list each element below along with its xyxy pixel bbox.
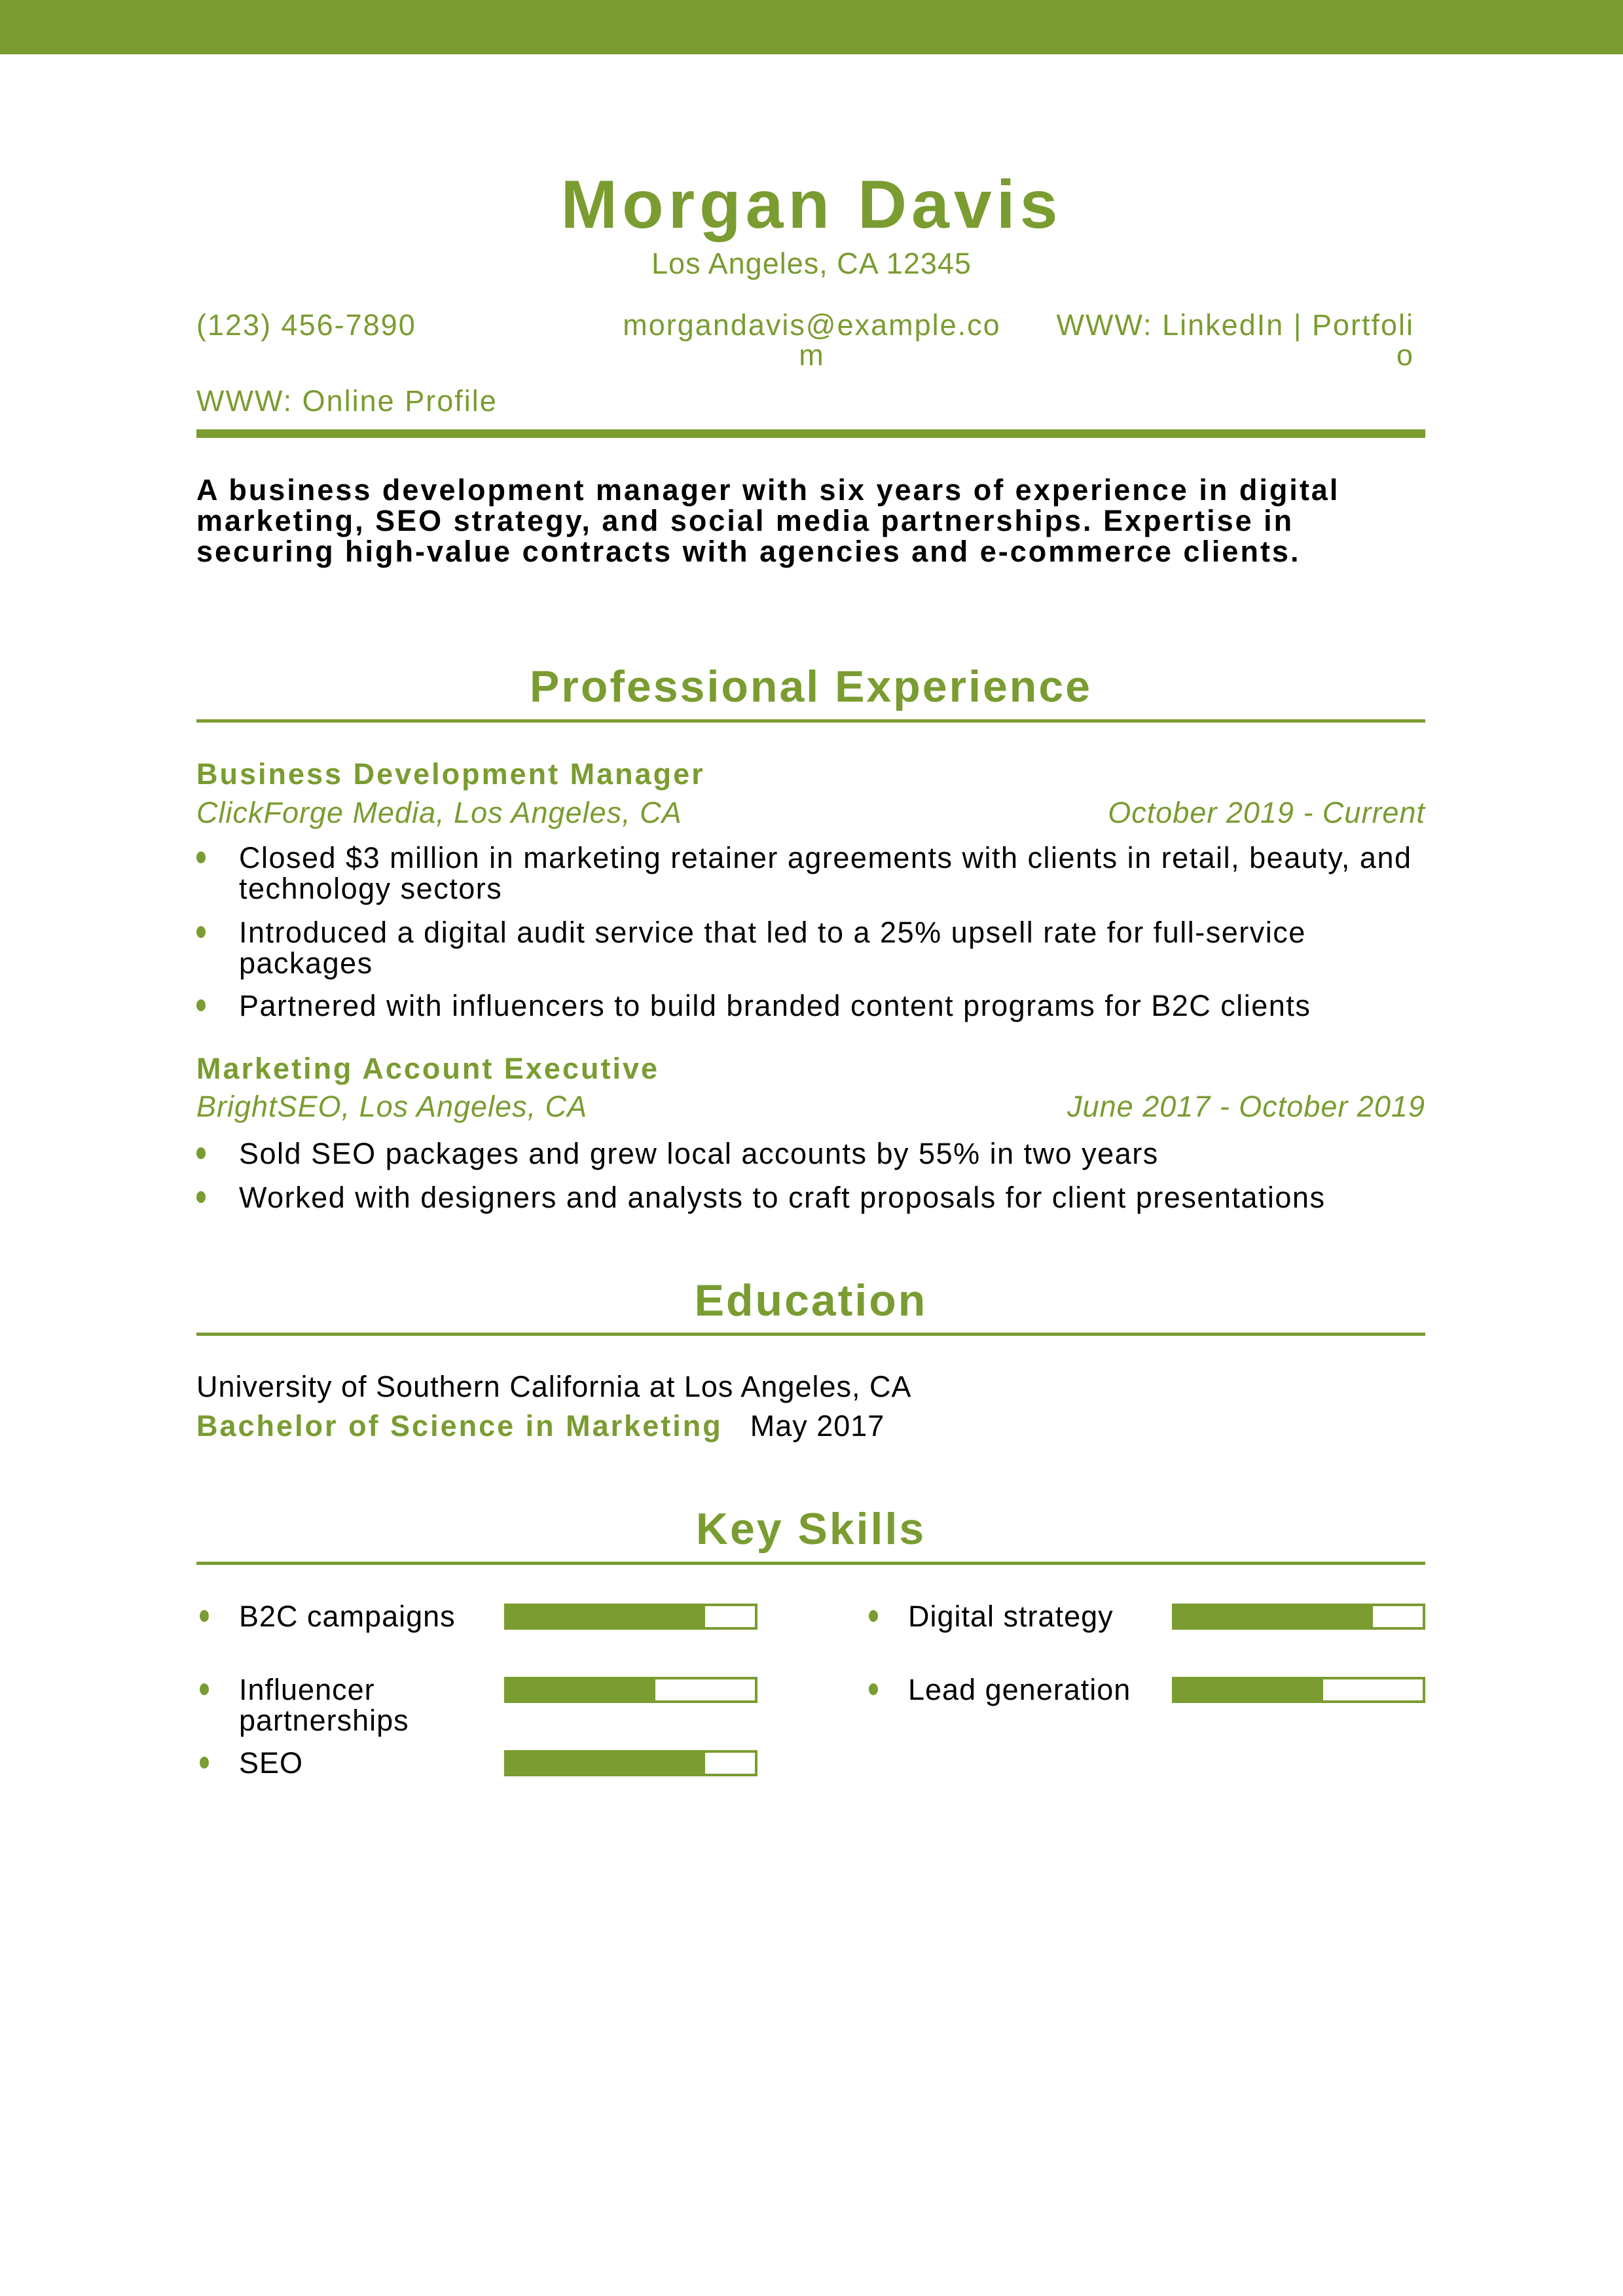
list-item: Worked with designers and analysts to craft proposals for client presentations	[196, 1182, 1425, 1213]
skill-level-fill	[1175, 1679, 1323, 1700]
degree: Bachelor of Science in Marketing	[196, 1409, 723, 1443]
skill-level-fill	[507, 1606, 705, 1627]
list-item: Sold SEO packages and grew local accounts by 55% in two years	[196, 1138, 1425, 1169]
skill-item: Influencer partnerships	[239, 1674, 475, 1736]
linkedin-portfolio-links[interactable]: WWW: LinkedIn | Portfolio	[1056, 308, 1414, 372]
skill-item: B2C campaigns	[239, 1601, 475, 1632]
top-accent-bar	[0, 0, 1623, 54]
section-heading-experience: Professional Experience	[530, 662, 1092, 711]
skill-level-bar	[504, 1604, 757, 1630]
job-company: BrightSEO, Los Angeles, CA	[196, 1090, 588, 1123]
skill-level-fill	[507, 1679, 655, 1700]
bullet-icon	[196, 926, 206, 938]
bullet-icon	[196, 999, 206, 1011]
job-company: ClickForge Media, Los Angeles, CA	[196, 796, 682, 829]
graduation-date: May 2017	[750, 1409, 885, 1443]
skill-level-bar	[504, 1750, 757, 1776]
bullet-icon	[200, 1610, 209, 1622]
list-item: Closed $3 million in marketing retainer agreements with clients in retail, beauty, and technology sectors	[196, 842, 1425, 904]
section-rule	[196, 1333, 1425, 1336]
phone: (123) 456-7890	[196, 308, 416, 342]
skill-level-bar	[504, 1677, 757, 1703]
bullet-icon	[200, 1757, 209, 1768]
skill-level-fill	[507, 1753, 705, 1774]
section-rule	[196, 1562, 1425, 1565]
job-title: Business Development Manager	[196, 757, 705, 791]
bullet-icon	[869, 1610, 878, 1622]
job-title: Marketing Account Executive	[196, 1052, 660, 1085]
section-rule	[196, 719, 1425, 723]
location: Los Angeles, CA 12345	[651, 247, 972, 280]
online-profile-link[interactable]: WWW: Online Profile	[196, 384, 498, 418]
skill-item: Digital strategy	[908, 1601, 1144, 1632]
section-heading-education: Education	[694, 1276, 928, 1325]
email-link[interactable]: morgandavis@example.com	[623, 308, 1001, 372]
skill-level-fill	[1175, 1606, 1373, 1627]
bullet-icon	[196, 852, 206, 863]
list-item: Partnered with influencers to build branded content programs for B2C clients	[196, 990, 1425, 1021]
section-heading-skills: Key Skills	[695, 1504, 926, 1554]
bullet-icon	[196, 1147, 206, 1159]
job-dates: June 2017 - October 2019	[1067, 1090, 1425, 1123]
list-item: Introduced a digital audit service that led to a 25% upsell rate for full-service packages	[196, 917, 1425, 978]
skill-item: Lead generation	[908, 1674, 1144, 1705]
bullet-icon	[200, 1683, 209, 1695]
skill-level-bar	[1172, 1677, 1425, 1703]
degree-line	[196, 1408, 884, 1444]
header-divider	[196, 429, 1425, 438]
summary: A business development manager with six years of experience in digital marketing, SEO strategy, and social media partnerships. Expertise in securing high-value contracts with agencies and e-commerce clients.	[196, 473, 1340, 568]
candidate-name: Morgan Davis	[560, 167, 1063, 243]
skill-level-bar	[1172, 1604, 1425, 1630]
job-dates: October 2019 - Current	[1108, 796, 1425, 829]
bullet-icon	[196, 1191, 206, 1203]
bullet-icon	[869, 1683, 878, 1695]
school: University of Southern California at Los Angeles, CA	[196, 1370, 912, 1403]
skill-item: SEO	[239, 1748, 475, 1778]
